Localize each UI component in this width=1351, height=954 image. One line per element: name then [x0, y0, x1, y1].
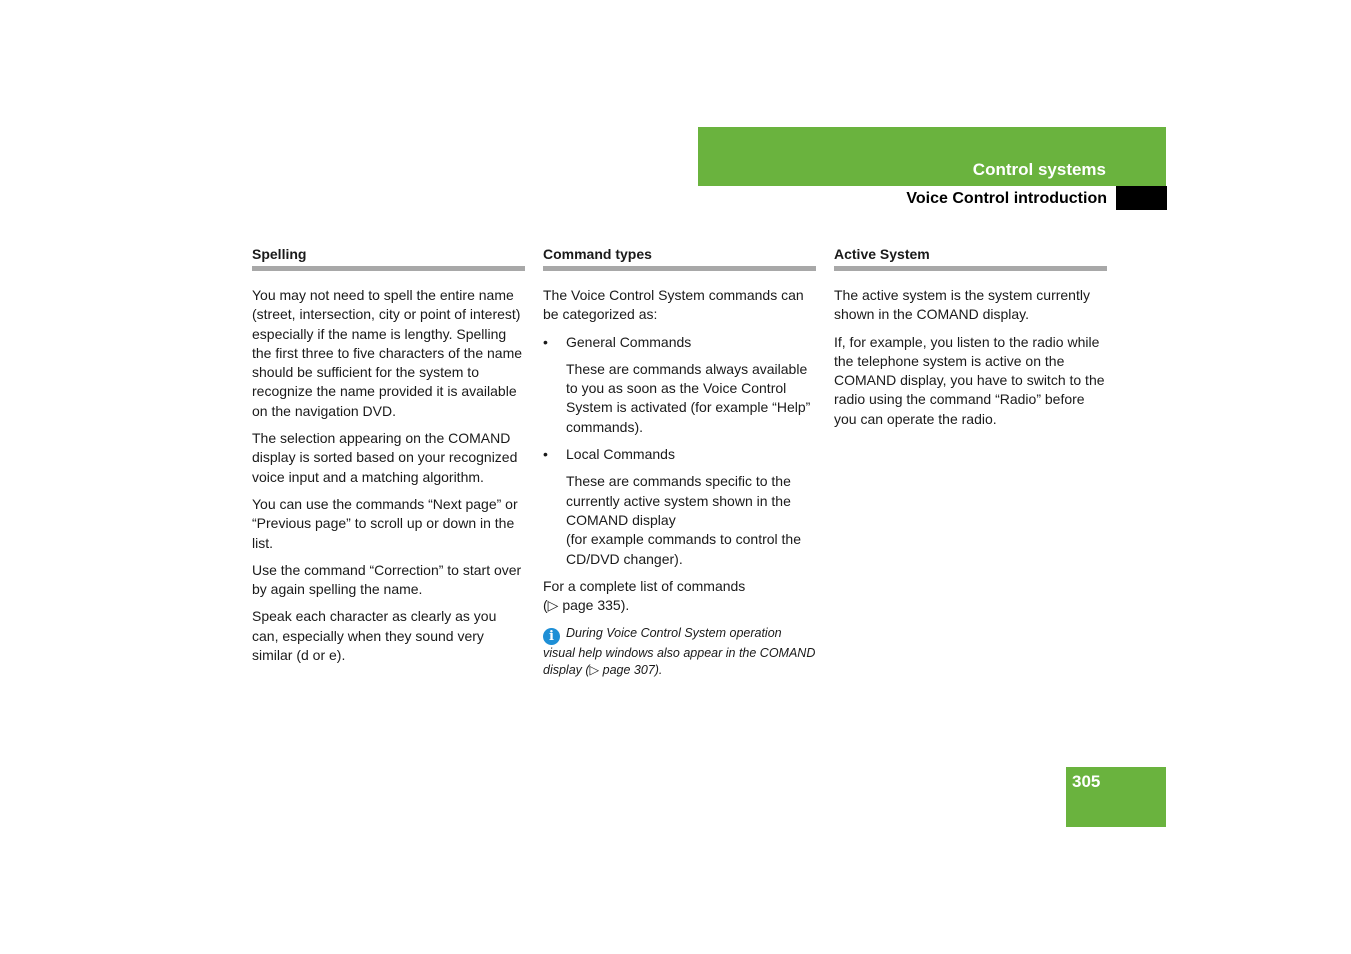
command-type-description: These are commands specific to the currently active system shown in the COMAND display: [566, 473, 791, 528]
list-item: [543, 333, 816, 352]
command-types-intro: The Voice Control System commands can be categorized as:: [543, 287, 804, 323]
section-title: Voice Control introduction: [906, 190, 1107, 207]
section-tab-marker: [1116, 186, 1167, 210]
chapter-header-bar: [698, 127, 1166, 186]
command-types-column: [543, 245, 816, 678]
list-item: [543, 445, 816, 464]
info-icon: i: [543, 628, 560, 645]
page-number: 305: [1072, 772, 1101, 791]
command-type-description-extra: (for example commands to control the CD/DVD changer).: [566, 531, 801, 567]
active-system-column: [834, 245, 1107, 437]
spelling-paragraph: You may not need to spell the entire name (street, intersection, city or point of interest) especially if the name is lengthy. Spelling the first three to five characters of the name should be sufficient for the system to recognize the name provided it is available on the navigation DVD.: [252, 287, 523, 419]
chapter-title: Control systems: [972, 160, 1106, 179]
command-types-heading: Command types: [543, 245, 816, 271]
command-type-label: General Commands: [566, 333, 692, 350]
command-list-reference: [543, 577, 816, 616]
info-note: [543, 625, 816, 678]
active-system-paragraph: If, for example, you listen to the radio while the telephone system is active on the COMAND display, you have to switch to the radio using the command “Radio” before you can operate the radio.: [834, 333, 1105, 427]
spelling-paragraph: You can use the commands “Next page” or “Previous page” to scroll up or down in the list.: [252, 495, 518, 551]
info-note-text: During Voice Control System operation visual help windows also appear in the COMAND display (▷ page 307).: [543, 626, 816, 677]
page-number-box: [1066, 767, 1166, 827]
bullet-marker: •: [543, 446, 548, 463]
bullet-marker: •: [543, 333, 548, 350]
command-type-label: Local Commands: [566, 446, 675, 463]
page-reference-link[interactable]: (▷ page 335).: [543, 597, 630, 614]
spelling-heading: Spelling: [252, 245, 525, 271]
spelling-paragraph: The selection appearing on the COMAND display is sorted based on your recognized voice input and a matching algorithm.: [252, 430, 518, 485]
command-type-description: These are commands always available to you as soon as the Voice Control System is activated (for example “Help” commands).: [566, 360, 811, 435]
active-system-heading: Active System: [834, 245, 1107, 271]
spelling-paragraph: Use the command “Correction” to start over by again spelling the name.: [252, 561, 522, 598]
command-list-reference-line1: For a complete list of commands: [543, 577, 746, 594]
spelling-paragraph: Speak each character as clearly as you can, especially when they sound very similar (d or e).: [252, 608, 497, 664]
spelling-column: [252, 245, 525, 673]
active-system-paragraph: The active system is the system currently shown in the COMAND display.: [834, 287, 1090, 323]
